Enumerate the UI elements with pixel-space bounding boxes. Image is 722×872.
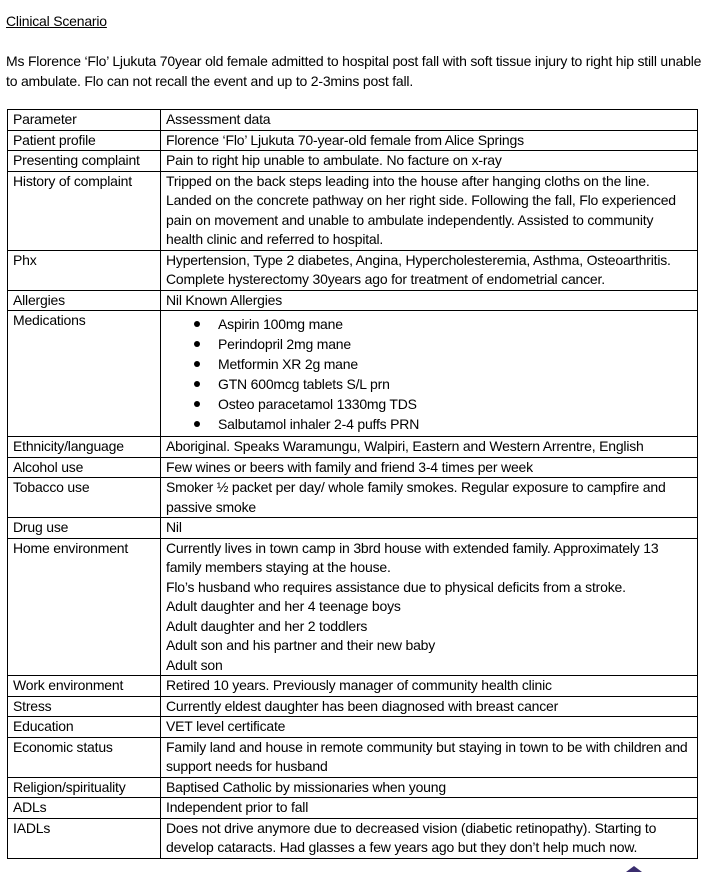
row-label: Work environment bbox=[8, 676, 161, 697]
page-title: Clinical Scenario bbox=[6, 13, 107, 29]
medication-item: Osteo paracetamol 1330mg TDS bbox=[218, 394, 692, 414]
row-value: Florence ‘Flo’ Ljukuta 70-year-old female from Alice Springs bbox=[161, 130, 698, 151]
row-value: Few wines or beers with family and friend 3-4 times per week bbox=[161, 457, 698, 478]
row-label: Tobacco use bbox=[8, 478, 161, 518]
table-row-work-environment bbox=[8, 676, 698, 697]
medication-item: Metformin XR 2g mane bbox=[218, 354, 692, 374]
table-row-drug-use bbox=[8, 518, 698, 539]
row-label: Economic status bbox=[8, 737, 161, 777]
row-value: Family land and house in remote community but staying in town to be with children and support needs for husband bbox=[161, 737, 698, 777]
table-row-home-environment bbox=[8, 538, 698, 676]
row-label: Phx bbox=[8, 250, 161, 290]
row-value: Tripped on the back steps leading into the house after hanging cloths on the line. Landed on the concrete pathway on her right side. Following the fall, Flo experienced pain on movement and unable to ambulate independently. Assisted to community health clinic and referred to hospital. bbox=[161, 171, 698, 250]
row-value: Nil bbox=[161, 518, 698, 539]
row-label: Presenting complaint bbox=[8, 151, 161, 172]
row-value: Smoker ½ packet per day/ whole family smokes. Regular exposure to campfire and passive smoke bbox=[161, 478, 698, 518]
table-row-patient-profile bbox=[8, 130, 698, 151]
row-value: Retired 10 years. Previously manager of community health clinic bbox=[161, 676, 698, 697]
row-label: IADLs bbox=[8, 818, 161, 858]
row-value: VET level certificate bbox=[161, 717, 698, 738]
table-row-education bbox=[8, 717, 698, 738]
row-value: Nil Known Allergies bbox=[161, 290, 698, 311]
row-label: Allergies bbox=[8, 290, 161, 311]
row-value bbox=[161, 538, 698, 676]
row-value: Independent prior to fall bbox=[161, 798, 698, 819]
corner-arrow-icon bbox=[626, 866, 642, 872]
medication-item: Perindopril 2mg mane bbox=[218, 334, 692, 354]
row-label: Medications bbox=[8, 311, 161, 437]
table-row-stress bbox=[8, 696, 698, 717]
header-assessment: Assessment data bbox=[161, 110, 698, 131]
table-row-religion bbox=[8, 777, 698, 798]
row-label: Education bbox=[8, 717, 161, 738]
household-member: Adult daughter and her 4 teenage boys bbox=[166, 598, 401, 614]
table-row-phx bbox=[8, 250, 698, 290]
row-value: Aboriginal. Speaks Waramungu, Walpiri, Eastern and Western Arrentre, English bbox=[161, 437, 698, 458]
row-label: Alcohol use bbox=[8, 457, 161, 478]
row-label: History of complaint bbox=[8, 171, 161, 250]
row-value: Does not drive anymore due to decreased vision (diabetic retinopathy). Starting to develop cataracts. Had glasses a few years ago but they don’t help much now. bbox=[161, 818, 698, 858]
table-row-alcohol bbox=[8, 457, 698, 478]
row-value: Currently eldest daughter has been diagnosed with breast cancer bbox=[161, 696, 698, 717]
row-label: Stress bbox=[8, 696, 161, 717]
row-label: ADLs bbox=[8, 798, 161, 819]
table-row-history-of-complaint bbox=[8, 171, 698, 250]
household-member: Flo’s husband who requires assistance due to physical deficits from a stroke. bbox=[166, 578, 626, 595]
row-label: Drug use bbox=[8, 518, 161, 539]
medication-list bbox=[166, 311, 692, 436]
table-row-presenting-complaint bbox=[8, 151, 698, 172]
medication-item: Aspirin 100mg mane bbox=[218, 314, 692, 334]
table-row-ethnicity bbox=[8, 437, 698, 458]
row-value: Pain to right hip unable to ambulate. No facture on x-ray bbox=[161, 151, 698, 172]
row-value: Hypertension, Type 2 diabetes, Angina, Hypercholesteremia, Asthma, Osteoarthritis. Complete hysterectomy 30years ago for treatment of endometrial cancer. bbox=[161, 250, 698, 290]
scenario-intro: Ms Florence ‘Flo’ Ljukuta 70year old female admitted to hospital post fall with soft tissue injury to right hip still unable to ambulate. Flo can not recall the event and up to 2-3mins post fall. bbox=[6, 53, 702, 89]
row-label: Patient profile bbox=[8, 130, 161, 151]
table-row-economic-status bbox=[8, 737, 698, 777]
table-row-adls bbox=[8, 798, 698, 819]
table-header-row bbox=[8, 110, 698, 131]
row-value: Baptised Catholic by missionaries when young bbox=[161, 777, 698, 798]
household-member: Adult daughter and her 2 toddlers bbox=[166, 617, 368, 634]
medication-item: Salbutamol inhaler 2-4 puffs PRN bbox=[218, 414, 692, 434]
medication-item: GTN 600mcg tablets S/L prn bbox=[218, 374, 692, 394]
row-label: Home environment bbox=[8, 538, 161, 676]
household-member: Adult son bbox=[166, 656, 223, 673]
household-member: Adult son and his partner and their new baby bbox=[166, 637, 436, 653]
row-label: Ethnicity/language bbox=[8, 437, 161, 458]
table-row-allergies bbox=[8, 290, 698, 311]
table-row-iadls bbox=[8, 818, 698, 858]
home-intro: Currently lives in town camp in 3brd house with extended family. Approximately 13 family members staying at the house. bbox=[166, 539, 659, 575]
table-row-tobacco bbox=[8, 478, 698, 518]
header-parameter: Parameter bbox=[8, 110, 161, 131]
row-label: Religion/spirituality bbox=[8, 777, 161, 798]
table-row-medications bbox=[8, 311, 698, 437]
row-value bbox=[161, 311, 698, 437]
assessment-table bbox=[7, 109, 698, 859]
